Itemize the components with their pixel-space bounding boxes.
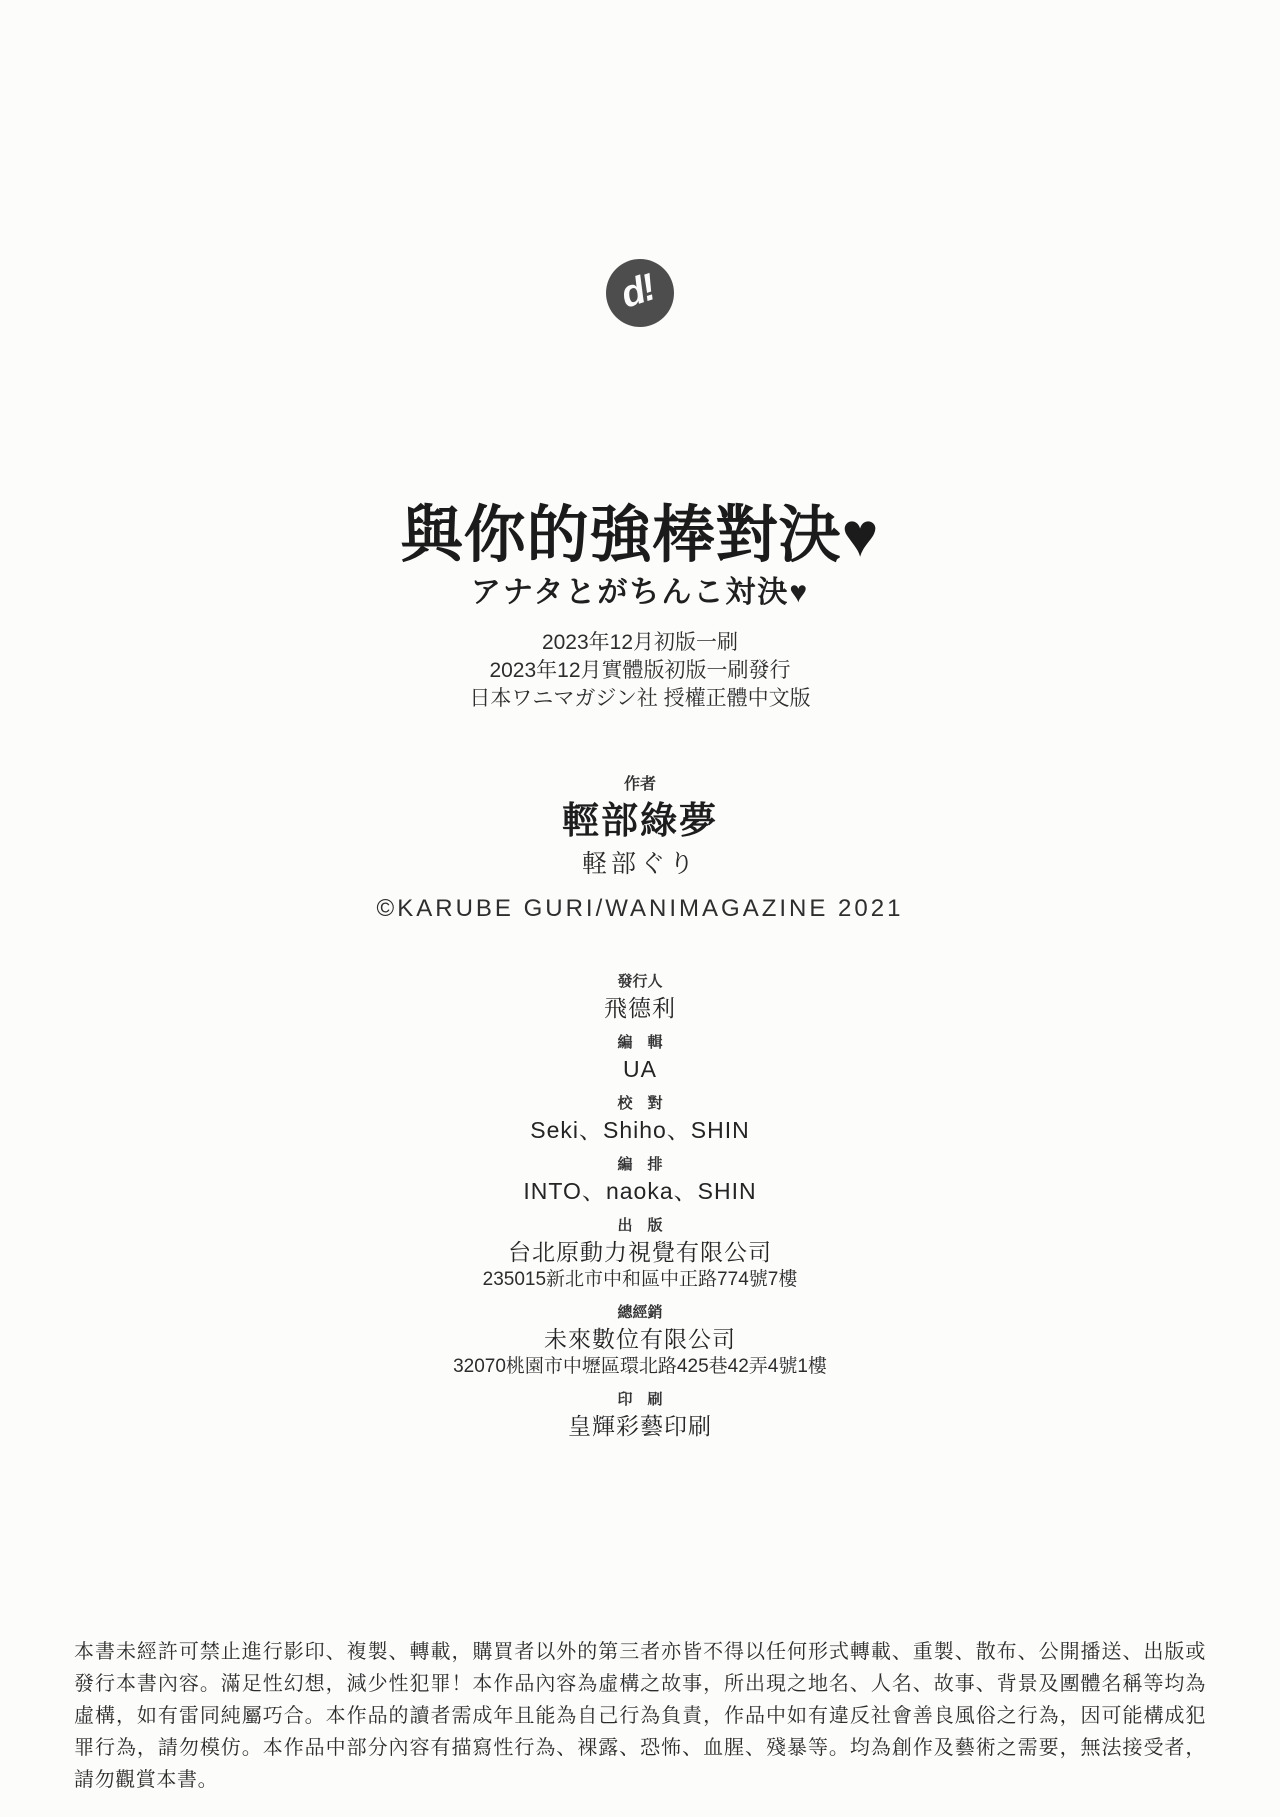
edition-line-3: 日本ワニマガジン社 授權正體中文版	[469, 687, 811, 710]
credit-address: 235015新北市中和區中正路774號7樓	[482, 1269, 798, 1290]
copyright-notice: ©KARUBE GURI/WANIMAGAZINE 2021	[376, 895, 904, 922]
book-title: 與你的強棒對決♥	[400, 501, 880, 570]
credit-value: Seki、Shiho、SHIN	[530, 1117, 750, 1143]
credit-value: UA	[623, 1056, 657, 1082]
credit-value: 未來數位有限公司	[544, 1326, 736, 1352]
credit-proofreading	[530, 1095, 750, 1143]
book-title-japanese: アナタとがちんこ対決♥	[470, 576, 810, 609]
credit-label: 編 排	[617, 1156, 663, 1173]
credit-distributor	[453, 1304, 827, 1378]
edition-info	[469, 629, 810, 713]
publisher-logo	[606, 259, 674, 327]
publisher-logo-text: d!	[615, 266, 660, 317]
credit-label: 編 輯	[617, 1034, 663, 1051]
credit-value: 飛德利	[604, 995, 676, 1021]
credit-label: 總經銷	[617, 1304, 663, 1321]
credit-label: 印 刷	[617, 1391, 663, 1408]
legal-disclaimer: 本書未經許可禁止進行影印、複製、轉載，購買者以外的第三者亦皆不得以任何形式轉載、重製、散布、公開播送、出版或發行本書內容。滿足性幻想，減少性犯罪！本作品內容為虛構之故事，所出現之地名、人名、故事、背景及團體名稱等均為虛構，如有雷同純屬巧合。本作品的讀者需成年且能為自己行為負責，作品中如有違反社會善良風俗之行為，因可能構成犯罪行為，請勿模仿。本作品中部分內容有描寫性行為、裸露、恐怖、血腥、殘暴等。均為創作及藝術之需要，無法接受者，請勿觀賞本書。	[74, 1641, 1206, 1791]
author-label: 作者	[623, 776, 656, 793]
author-name-kana: 軽部ぐり	[581, 850, 698, 878]
credit-value: 台北原動力視覺有限公司	[507, 1239, 772, 1265]
credit-value: 皇輝彩藝印刷	[568, 1413, 712, 1439]
credit-label: 校 對	[617, 1095, 663, 1112]
credit-layout	[523, 1156, 756, 1204]
edition-line-1: 2023年12月初版一刷	[541, 631, 739, 654]
credit-publishing-company	[483, 1217, 798, 1291]
credit-address: 32070桃園市中壢區環北路425巷42弄4號1樓	[453, 1356, 827, 1377]
author-name: 輕部綠夢	[562, 800, 718, 841]
credits-list	[453, 973, 827, 1452]
credit-editor	[617, 1034, 662, 1082]
credit-label: 出 版	[617, 1217, 663, 1234]
credit-label: 發行人	[617, 973, 663, 990]
credit-publisher-person	[604, 973, 676, 1021]
credit-printer	[568, 1391, 712, 1439]
credit-value: INTO、naoka、SHIN	[523, 1178, 757, 1204]
edition-line-2: 2023年12月實體版初版一刷發行	[489, 659, 791, 682]
